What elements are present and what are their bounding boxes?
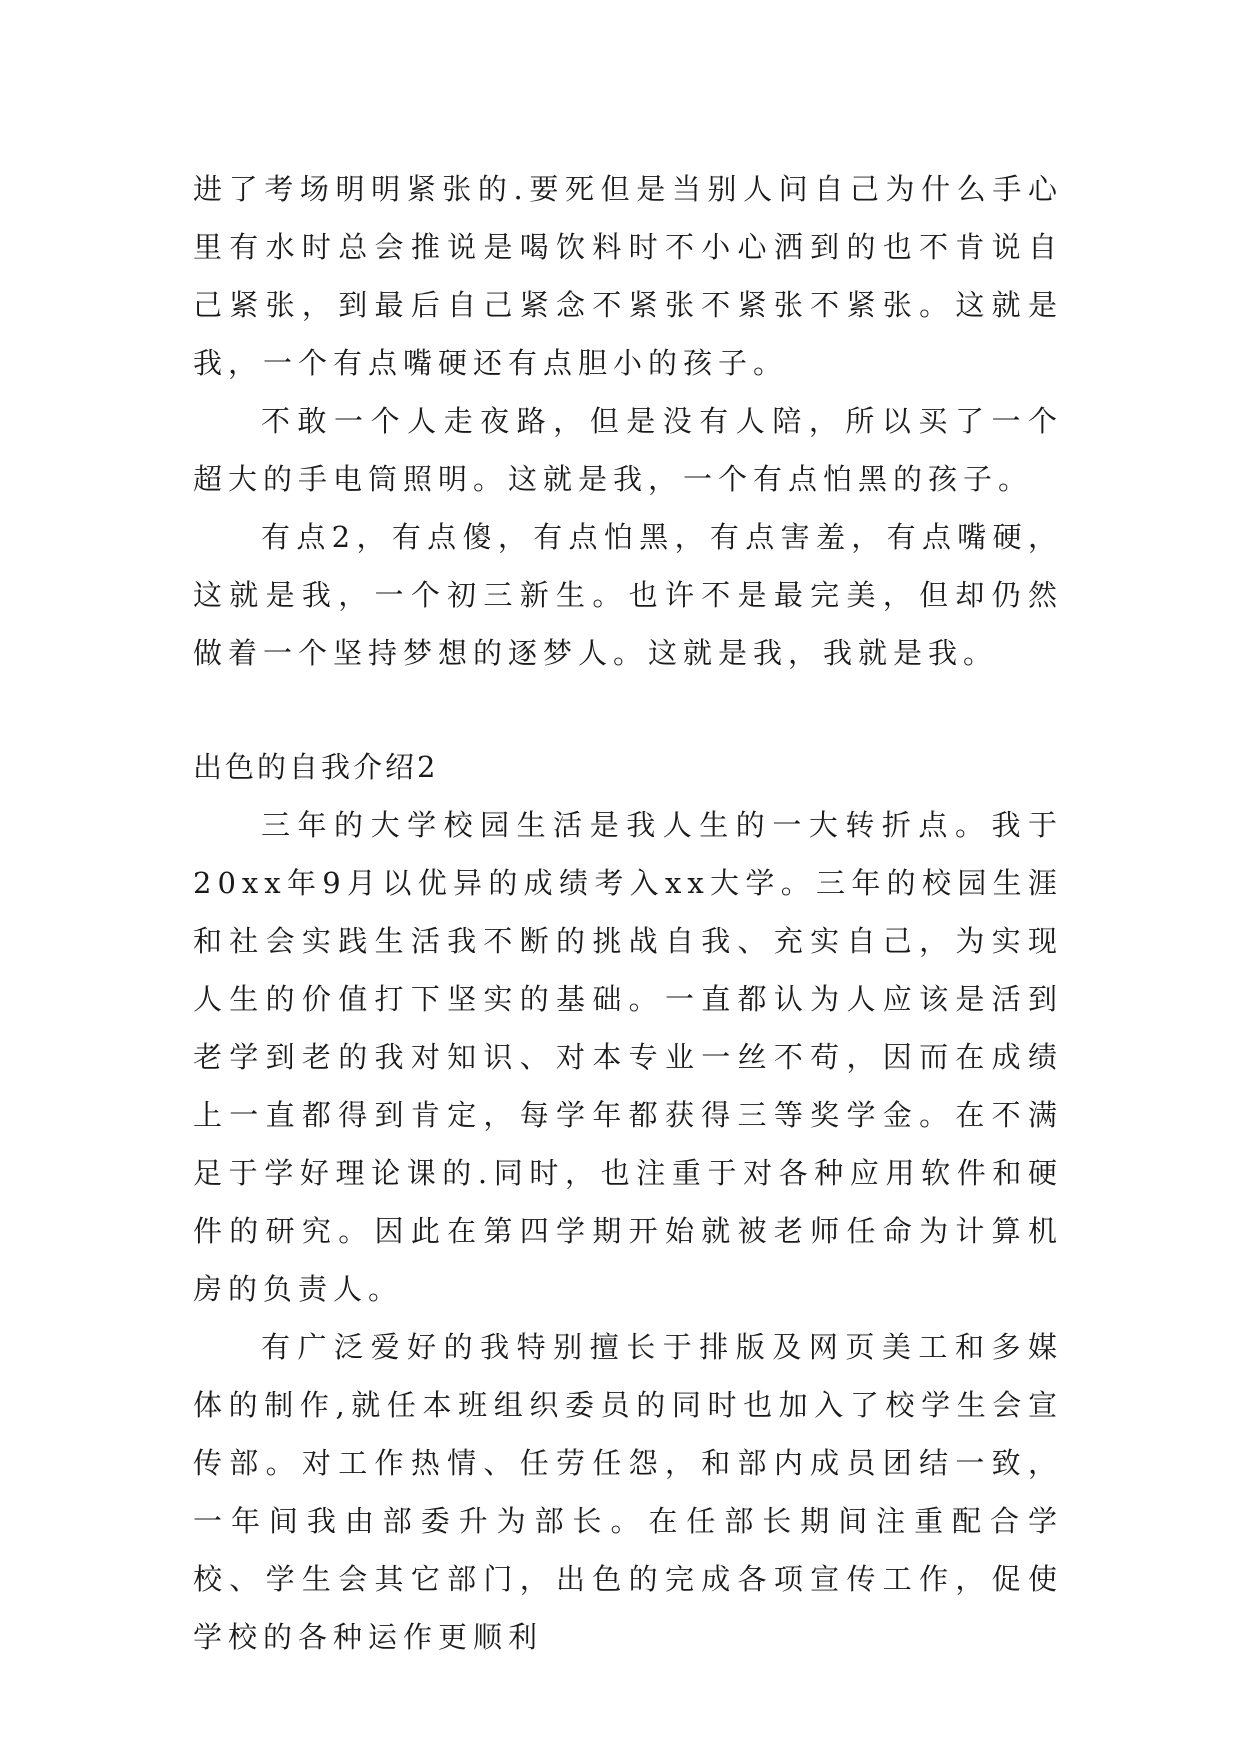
- section-gap: [193, 682, 1063, 738]
- section-title: 出色的自我介绍2: [193, 750, 439, 784]
- paragraph-this-is-me: 有点2，有点傻，有点怕黑，有点害羞，有点嘴硬，这就是我，一个初三新生。也许不是最完美，但却仍然做着一个坚持梦想的逐梦人。这就是我，我就是我。: [193, 520, 1063, 670]
- paragraph-university-life: 三年的大学校园生活是我人生的一大转折点。我于20xx年9月以优异的成绩考入xx大学。三年的校园生涯和社会实践生活我不断的挑战自我、充实自己，为实现人生的价值打下坚实的基础。一直都认为人应该是活到老学到老的我对知识、对本专业一丝不苟，因而在成绩上一直都得到肯定，每学年都获得三等奖学金。在不满足于学好理论课的.同时，也注重于对各种应用软件和硬件的研究。因此在第四学期开始就被老师任命为计算机房的负责人。: [193, 808, 1063, 1306]
- document-body: [193, 160, 1063, 1666]
- paragraph-hobbies-work: 有广泛爱好的我特别擅长于排版及网页美工和多媒体的制作,就任本班组织委员的同时也加入了校学生会宣传部。对工作热情、任劳任怨，和部内成员团结一致，一年间我由部委升为部长。在任部长期间注重配合学校、学生会其它部门，出色的完成各项宣传工作，促使学校的各种运作更顺利: [193, 1330, 1063, 1654]
- paragraph-exam-nerves: 进了考场明明紧张的.要死但是当别人问自己为什么手心里有水时总会推说是喝饮料时不小心洒到的也不肯说自己紧张，到最后自己紧念不紧张不紧张不紧张。这就是我，一个有点嘴硬还有点胆小的孩子。: [193, 172, 1063, 380]
- paragraph-afraid-of-dark: 不敢一个人走夜路，但是没有人陪，所以买了一个超大的手电筒照明。这就是我，一个有点怕黑的孩子。: [193, 404, 1063, 496]
